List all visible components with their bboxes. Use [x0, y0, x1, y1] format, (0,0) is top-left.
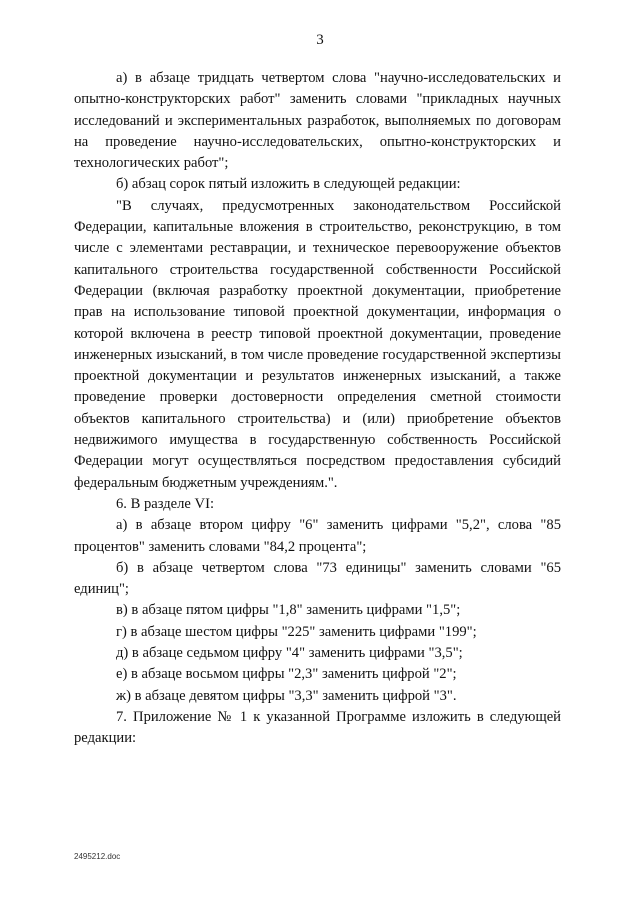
paragraph-section-6-item-d: д) в абзаце седьмом цифру "4" заменить цифрами "3,5"; [116, 645, 463, 662]
paragraph-section-6-item-e: е) в абзаце восьмом цифры "2,3" заменить цифрой "2"; [116, 666, 457, 683]
paragraph-section-6-item-g: г) в абзаце шестом цифры "225" заменить цифрами "199"; [116, 623, 477, 640]
paragraph-section-6-item-v: в) в абзаце пятом цифры "1,8" заменить цифрами "1,5"; [116, 602, 461, 619]
document-filename: 2495212.doc [74, 852, 121, 861]
paragraph-item-a-abzac-34: а) в абзаце тридцать четвертом слова "научно-исследовательских и опытно-конструкторских работ" заменить словами "прикладных научных исследований и экспериментальных разработок, выполняемых по договорам на проведение научно-исследовательских, опытно-конструкторских и технологических работ"; [74, 70, 561, 172]
paragraph-quoted-new-text: "В случаях, предусмотренных законодательством Российской Федерации, капитальные вложения в строительство, реконструкцию, в том числе с элементами реставрации, и техническое перевооружение объектов капитального строительства государственной собственности Российской Федерации (включая разработку проектной документации, приобретение прав на использование типовой проектной документации, информация о которой включена в реестр типовой проектной документации, проведение инженерных изысканий, в том числе проведение государственной экспертизы проектной документации и результатов инженерных изысканий, а также проведение проверки достоверности определения сметной стоимости объектов капитального строительства) и (или) приобретение объектов недвижимого имущества в государственную собственность Российской Федерации могут осуществляться посредством предоставления субсидий федеральным бюджетным учреждениям.". [74, 197, 561, 491]
document-body [74, 68, 561, 750]
paragraph-section-6-item-a: а) в абзаце втором цифру "6" заменить цифрами "5,2", слова "85 процентов" заменить словами "84,2 процента"; [74, 517, 561, 555]
paragraph-section-7: 7. Приложение № 1 к указанной Программе изложить в следующей редакции: [74, 708, 561, 747]
paragraph-section-6-item-zh: ж) в абзаце девятом цифры "3,3" заменить цифрой "3". [116, 687, 457, 704]
paragraph-item-b-abzac-45: б) абзац сорок пятый изложить в следующей редакции: [116, 176, 461, 193]
paragraph-section-6-heading: 6. В разделе VI: [116, 495, 215, 512]
paragraph-section-6-item-b: б) в абзаце четвертом слова "73 единицы" заменить словами "65 единиц"; [74, 559, 561, 598]
page-number: 3 [316, 32, 324, 48]
